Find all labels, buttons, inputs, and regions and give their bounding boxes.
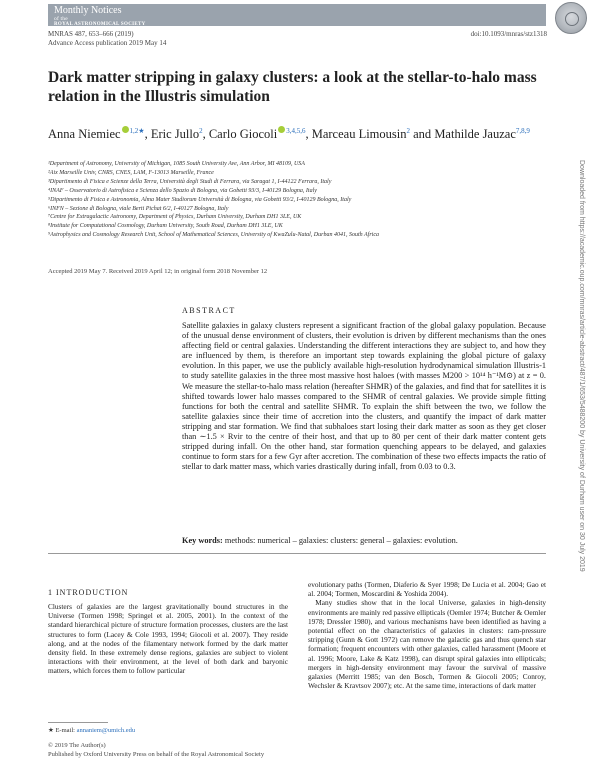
affiliation-line: ⁴INAF – Osservatorio di Astrofisica e Scienza dello Spazio di Bologna, via Gobetti 93/3, I-40129 Bologna, Italy	[48, 187, 317, 194]
affiliation-line: ¹Department of Astronomy, University of Michigan, 1085 South University Ave, Ann Arbor, MI 48109, USA	[48, 161, 305, 167]
footnote-email	[48, 726, 135, 734]
author-name[interactable]: Anna Niemiec	[48, 127, 121, 142]
affiliation-line: ⁸Institute for Computational Cosmology, Durham University, South Road, Durham DH1 3LE, UK	[48, 223, 283, 230]
orcid-icon[interactable]	[278, 126, 285, 133]
journal-society: ROYAL ASTRONOMICAL SOCIETY	[54, 22, 146, 27]
affiliation-line: ³Dipartimento di Fisica e Scienze della Terra, Università degli Studi di Ferrara, via Saragat 1, I-44122 Ferrara, Italy	[48, 178, 332, 185]
email-link[interactable]: annaniem@umich.edu	[76, 727, 136, 734]
journal-of: of the	[54, 16, 68, 22]
author-name[interactable]: Eric Jullo	[150, 127, 200, 142]
author-list	[48, 123, 548, 143]
section-divider	[48, 553, 546, 554]
author-name[interactable]: Carlo Giocoli	[208, 127, 278, 142]
keywords-text: methods: numerical – galaxies: clusters: general – galaxies: evolution.	[224, 536, 458, 545]
author-name[interactable]: Mathilde Jauzac	[434, 127, 516, 142]
download-notice	[576, 160, 590, 630]
abstract-heading: ABSTRACT	[182, 306, 236, 315]
author-separator: ,	[305, 127, 312, 142]
author-name[interactable]: Marceau Limousin	[311, 127, 407, 142]
paper-title: Dark matter stripping in galaxy clusters: a look at the stellar-to-halo mass relation in the Illustris simulation	[48, 69, 537, 105]
footnote-divider	[48, 722, 108, 723]
author-separator: ,	[144, 127, 151, 142]
footnote-label: ★ E-mail:	[48, 727, 75, 734]
accepted-dates: Accepted 2019 May 7. Received 2019 April 12; in original form 2018 November 12	[48, 268, 268, 275]
author-affiliation-marker[interactable]: 1,2★	[129, 127, 145, 135]
affiliations	[48, 160, 548, 240]
copyright-line-2: Published by Oxford University Press on behalf of the Royal Astronomical Society	[48, 750, 265, 758]
author-affiliation-marker[interactable]: 2	[406, 127, 410, 135]
society-seal-icon	[555, 2, 587, 34]
section-heading-introduction: 1 INTRODUCTION	[48, 588, 129, 597]
affiliation-line: ⁵Dipartimento di Fisica e Astronomia, Alma Mater Studiorum Università di Bologna, via Gobetti 93/2, I-40129 Bologna, Italy	[48, 196, 352, 203]
copyright-line-1: © 2019 The Author(s)	[48, 742, 106, 749]
abstract-text: Satellite galaxies in galaxy clusters represent a significant fraction of the global galaxy population. Because of the unusual dense environment of clusters, their evolution is driven by different mechanisms than the ones affecting field or central galaxies. Understanding the different interactions they are subject to, and how they are influenced by them, is therefore an important step towards explaining the global picture of galaxy evolution. In this paper, we use the publicly available high-resolution hydrodynamical simulation Illustris-1 to study satellite galaxies in the three most massive host haloes (with masses M200 > 10¹⁴ h⁻¹M⊙) at z = 0. We measure the stellar-to-halo mass relation (hereafter SHMR) of the galaxies, and find that for satellites it is shifted towards lower halo masses compared to the SHMR of central galaxies. We provide simple fitting functions for both the central and satellite SHMR. To explain the shift between the two, we follow the satellite galaxies since their time of accretion into the clusters, and quantify the impact of dark matter stripping and star formation. We find that subhaloes start losing their dark matter as soon as they get closer than ∼1.5 × Rvir to the centre of their host, and that up to 80 per cent of their dark matter content gets stripped during infall. On the other hand, star formation quenching appears to be delayed, and galaxies continue to form stars for a few Gyr after accretion. The combination of these two effects impacts the ratio of stellar to dark matter mass, which varies drastically during infall, from 0.03 to 0.3.	[182, 321, 546, 472]
journal-banner	[48, 4, 546, 26]
affiliation-line: ⁷Centre for Extragalactic Astronomy, Department of Physics, Durham University, Durham DH1 3LE, UK	[48, 214, 302, 221]
orcid-icon[interactable]	[122, 126, 129, 133]
affiliation-line: ⁹Astrophysics and Cosmology Research Unit, School of Mathematical Sciences, University of KwaZulu-Natal, Durban 4041, South Africa	[48, 232, 379, 239]
author-affiliation-marker[interactable]: 2	[199, 127, 203, 135]
copyright	[48, 742, 264, 759]
affiliation-line: ⁶INFN – Sezione di Bologna, viale Berti Pichat 6/2, I-40127 Bologna, Italy	[48, 205, 229, 212]
author-affiliation-marker[interactable]: 7,8,9	[515, 127, 530, 135]
author-affiliation-marker[interactable]: 3,4,5,6	[286, 127, 306, 135]
advance-access: Advance Access publication 2019 May 14	[48, 39, 167, 47]
intro-left-column: Clusters of galaxies are the largest gravitationally bound structures in the Universe (Tormen 1998; Springel et al. 2005, 2001). In the context of the standard hierarchical picture of structure formation processes, clusters are the last structures to form (Lacey & Cole 1993, 1994; Giocoli et al. 2007). They reside along, and at the nodes of the filamentary network formed by the dark matter density field. In these extremely dense regions, galaxies are subject to violent interactions with their environment, at the level of both dark and baryonic matters, which forces them to follow particular	[48, 602, 288, 676]
intro-right-column: evolutionary paths (Tormen, Diaferio & Syer 1998; De Lucia et al. 2004; Gao et al. 2004; Tormen, Moscardini & Yoshida 2004). Many studies show that in the local Universe, galaxies in high-density environments are mainly red passive ellipticals (Oemler 1974; Butcher & Oemler 1978; Dressler 1980), and various mechanisms have been identified as having a potential effect on the characteristics of galaxies in clusters: ram-pressure stripping (Gunn & Gott 1972) can remove the galactic gas and thus quench star formation; frequent encounters with other galaxies, called harassment (Moore et al. 1996; Moore, Lake & Katz 1998), can disrupt spiral galaxies into ellipticals; mergers in high-density environment may favour the survival of massive galaxies (Merritt 1985; van den Bosch, Tormen & Giocoli 2005; Conroy, Wechsler & Kravtsov 2007); etc. At the same time, interactions of dark matter	[308, 580, 546, 691]
author-separator: ,	[202, 127, 209, 142]
citation-info	[48, 30, 166, 48]
doi-link[interactable]: doi:10.1093/mnras/stz1318	[470, 30, 547, 38]
citation: MNRAS 487, 653–666 (2019)	[48, 30, 134, 38]
journal-name: Monthly Notices	[54, 5, 122, 16]
keywords-label: Key words:	[182, 536, 223, 545]
keywords	[182, 536, 546, 546]
author-separator: and	[410, 127, 435, 142]
download-notice-text: Downloaded from https://academic.oup.com/mnras/article-abstract/487/1/653/5488200 by University of Durham user on 30 July 2019	[578, 160, 585, 572]
affiliation-line: ²Aix Marseille Univ, CNRS, CNES, LAM, F-13013 Marseille, France	[48, 169, 214, 176]
